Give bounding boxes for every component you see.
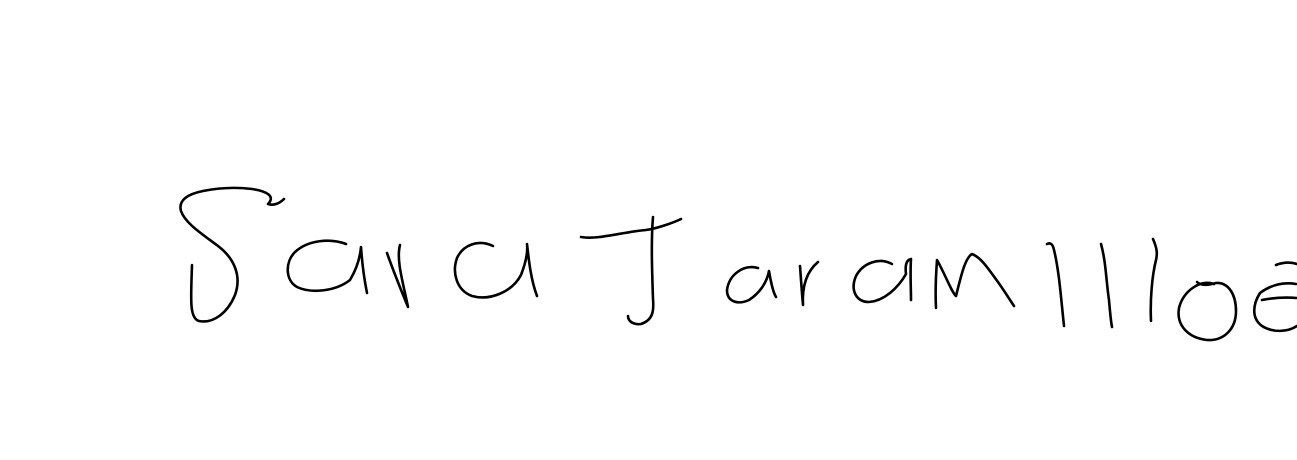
stroke-letter-a2 [455, 243, 537, 297]
stroke-letter-e-bar [1262, 298, 1297, 300]
stroke-letter-e [1254, 283, 1297, 331]
stroke-letter-l1 [1101, 244, 1112, 327]
stroke-letter-i [1047, 243, 1064, 326]
stroke-letter-j-bar [581, 219, 681, 238]
stroke-letter-r1 [387, 245, 408, 307]
stroke-letter-r2 [800, 262, 818, 305]
stroke-letter-a4 [854, 259, 911, 302]
stroke-letter-o [1179, 282, 1236, 340]
stroke-letter-a1 [288, 241, 367, 293]
stroke-letter-s [180, 188, 284, 322]
stroke-letter-e-tail [1276, 263, 1297, 265]
stroke-letter-a3 [727, 267, 776, 302]
stroke-letter-l2 [1151, 239, 1157, 321]
stroke-letter-m [936, 254, 1014, 308]
